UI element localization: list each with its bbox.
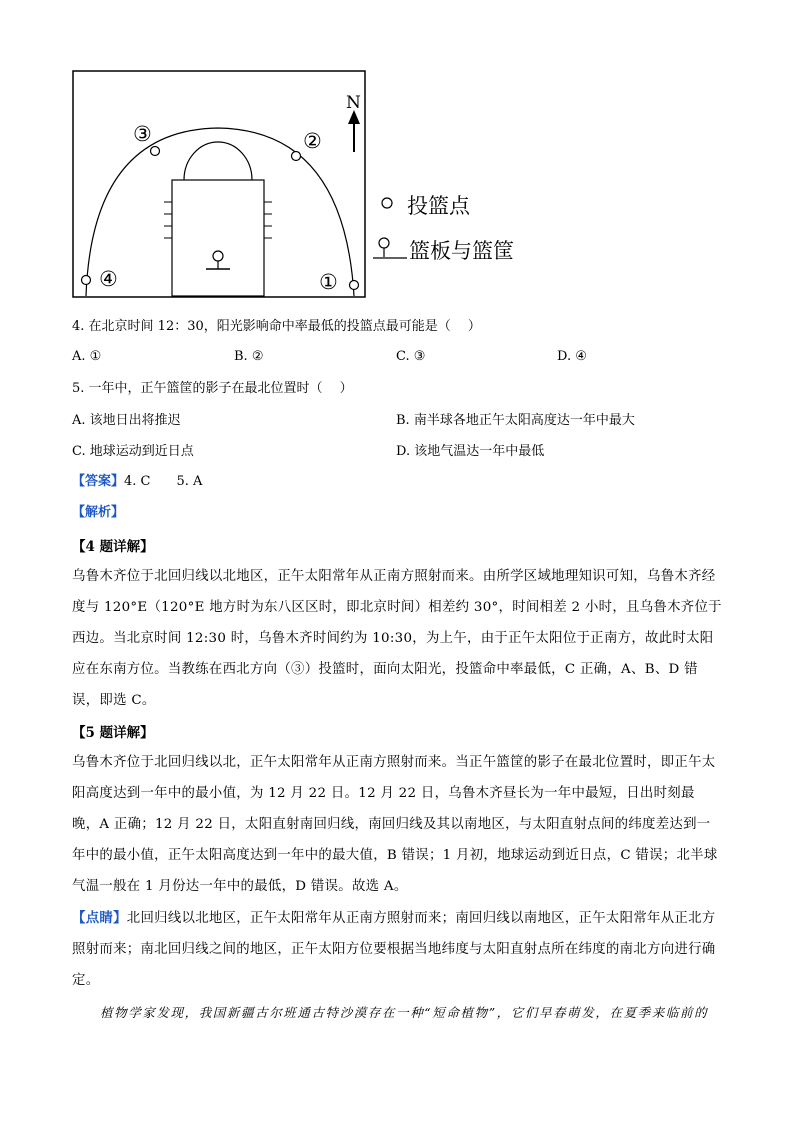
detail-4-text: [72, 561, 722, 716]
question-5-option-b: B. 南半球各地正午太阳高度达一年中最大: [396, 413, 635, 428]
shot-point-3: [151, 147, 160, 156]
detail-5-text: [72, 747, 722, 902]
answer-text: 4. C 5. A: [124, 474, 203, 489]
court-border: [73, 71, 365, 297]
shot-point-1: [350, 281, 359, 290]
shot-point-label-1: ①: [319, 270, 338, 294]
question-4-option-a: A. ①: [72, 349, 102, 364]
question-4-option-b: B. ②: [234, 349, 264, 364]
lane-hash-marks: [164, 202, 272, 238]
comment-tag: 【点睛】: [72, 910, 127, 926]
legend-backboard-label: 篮板与篮筐: [409, 239, 514, 263]
north-label: N: [346, 93, 361, 113]
basketball-court-diagram: [72, 70, 368, 300]
legend-shot-point-label: 投篮点: [407, 194, 470, 218]
shot-point-4: [82, 276, 91, 285]
shot-point-2: [292, 152, 301, 161]
legend-shot-point-icon: [380, 196, 394, 210]
free-throw-circle: [184, 142, 252, 180]
question-5-stem: 5. 一年中，正午篮筐的影子在最北位置时（ ）: [72, 381, 353, 396]
legend-backboard-icon: [372, 236, 408, 262]
shot-point-label-3: ③: [133, 122, 152, 146]
analysis-tag: 【解析】: [72, 505, 125, 520]
next-passage-line: 植物学家发现，我国新疆古尔班通古特沙漠存在一种“短命植物”，它们早春萌发，在夏季来临前的: [100, 1005, 709, 1020]
detail-4-paragraph: 乌鲁木齐位于北回归线以北地区，正午太阳常年从正南方照射而来。由所学区域地理知识可知，乌鲁木齐经度与 120°E（120°E 地方时为东八区区时，即北京时间）相差约 30°，时间相差 2 小时，且乌鲁木齐位于西边。当北京时间 12:30 时，乌鲁木齐时间约为 10:30，为上午，由于正午太阳位于正南方，故此时太阳应在东南方位。当教练在西北方向（③）投篮时，面向太阳光，投篮命中率最低，C 正确，A、B、D 错误，即选 C。: [72, 569, 722, 708]
answer-tag: 【答案】: [72, 474, 125, 489]
question-5-option-d: D. 该地气温达一年中最低: [396, 444, 545, 459]
answer-line: [72, 473, 202, 491]
comment-text: 北回归线以北地区，正午太阳常年从正南方照射而来；南回归线以南地区，正午太阳常年从正北方照射而来；南北回归线之间的地区，正午太阳方位要根据当地纬度与太阳直射点所在纬度的南北方向进行确定。: [72, 911, 716, 988]
detail-5-paragraph: 乌鲁木齐位于北回归线以北，正午太阳常年从正南方照射而来。当正午篮筐的影子在最北位置时，即正午太阳高度达到一年中的最小值，为 12 月 22 日。12 月 22 日，乌鲁木齐昼长为一年中最短，日出时刻最晚，A 正确；12 月 22 日，太阳直射南回归线，南回归线及其以南地区，与太阳直射点间的纬度差达到一年中的最小值，正午太阳高度达到一年中的最大值，B 错误；1 月初，地球运动到近日点，C 错误；北半球气温一般在 1 月份达一年中的最低，D 错误。故选 A。: [72, 755, 718, 894]
detail-5-title: 【5 题详解】: [72, 725, 154, 741]
north-arrow-icon: [348, 110, 360, 152]
shot-point-label-4: ④: [99, 267, 118, 291]
free-throw-lane: [172, 180, 264, 296]
three-point-arc: [86, 128, 354, 296]
question-4-option-d: D. ④: [557, 349, 587, 364]
question-4-stem: 4. 在北京时间 12：30，阳光影响命中率最低的投篮点最可能是（ ）: [72, 319, 481, 334]
comment-block: [72, 903, 722, 996]
backboard-hoop-icon: [206, 251, 230, 269]
question-5-option-a: A. 该地日出将推迟: [72, 413, 181, 428]
shot-point-label-2: ②: [303, 129, 322, 153]
detail-4-title: 【4 题详解】: [72, 539, 154, 555]
question-4-option-c: C. ③: [396, 349, 426, 364]
question-5-option-c: C. 地球运动到近日点: [72, 444, 194, 459]
